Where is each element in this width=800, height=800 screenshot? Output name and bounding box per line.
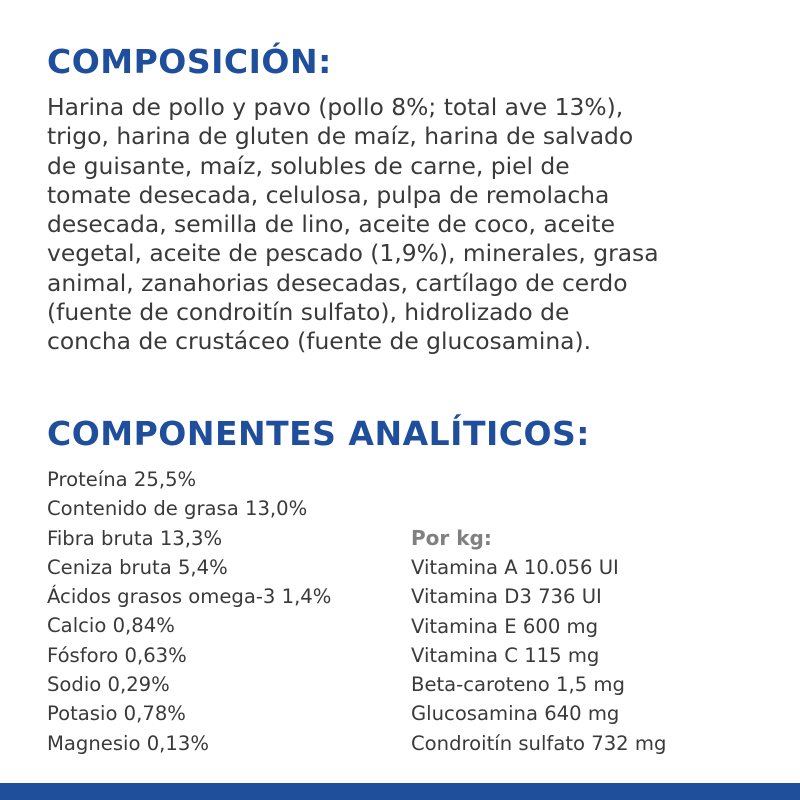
analytical-heading: COMPONENTES ANALÍTICOS: (47, 414, 590, 453)
analytical-item: Fibra bruta 13,3% (47, 526, 223, 550)
per-kg-item: Condroitín sulfato 732 mg (411, 731, 667, 755)
analytical-item: Contenido de grasa 13,0% (47, 497, 308, 521)
composition-line: tomate desecada, celulosa, pulpa de remolacha (47, 180, 610, 209)
composition-line: de guisante, maíz, solubles de carne, piel de (47, 151, 570, 180)
analytical-item: Calcio 0,84% (47, 614, 175, 638)
analytical-item: Fósforo 0,63% (47, 643, 187, 667)
analytical-item: Potasio 0,78% (47, 702, 186, 726)
per-kg-item: Vitamina A 10.056 UI (411, 556, 619, 579)
composition-line: vegetal, aceite de pescado (1,9%), minerales, grasa (47, 239, 659, 268)
analytical-item: Sodio 0,29% (47, 673, 170, 697)
composition-line: trigo, harina de gluten de maíz, harina de salvado (47, 122, 634, 151)
per-kg-item: Glucosamina 640 mg (411, 702, 620, 726)
per-kg-item: Vitamina E 600 mg (411, 614, 599, 638)
composition-line: concha de crustáceo (fuente de glucosamina). (47, 327, 592, 356)
composition-line: desecada, semilla de lino, aceite de coco, aceite (47, 210, 615, 239)
composition-line: (fuente de condroitín sulfato), hidrolizado de (47, 298, 570, 327)
analytical-item: Proteína 25,5% (47, 468, 197, 491)
per-kg-item: Vitamina C 115 mg (411, 643, 600, 667)
composition-line: animal, zanahorias desecadas, cartílago de cerdo (47, 268, 628, 297)
analytical-list (47, 465, 331, 758)
analytical-item: Ácidos grasos omega-3 1,4% (47, 585, 332, 609)
analytical-item: Magnesio 0,13% (47, 731, 209, 755)
per-kg-list (411, 553, 666, 758)
composition-heading: COMPOSICIÓN: (47, 42, 332, 81)
composition-text (47, 93, 767, 357)
per-kg-heading: Por kg: (411, 526, 492, 550)
composition-line: Harina de pollo y pavo (pollo 8%; total ave 13%), (47, 93, 624, 121)
bottom-brand-bar (0, 783, 800, 800)
per-kg-item: Beta-caroteno 1,5 mg (411, 673, 625, 697)
per-kg-item: Vitamina D3 736 UI (411, 585, 602, 609)
analytical-item: Ceniza bruta 5,4% (47, 555, 228, 579)
